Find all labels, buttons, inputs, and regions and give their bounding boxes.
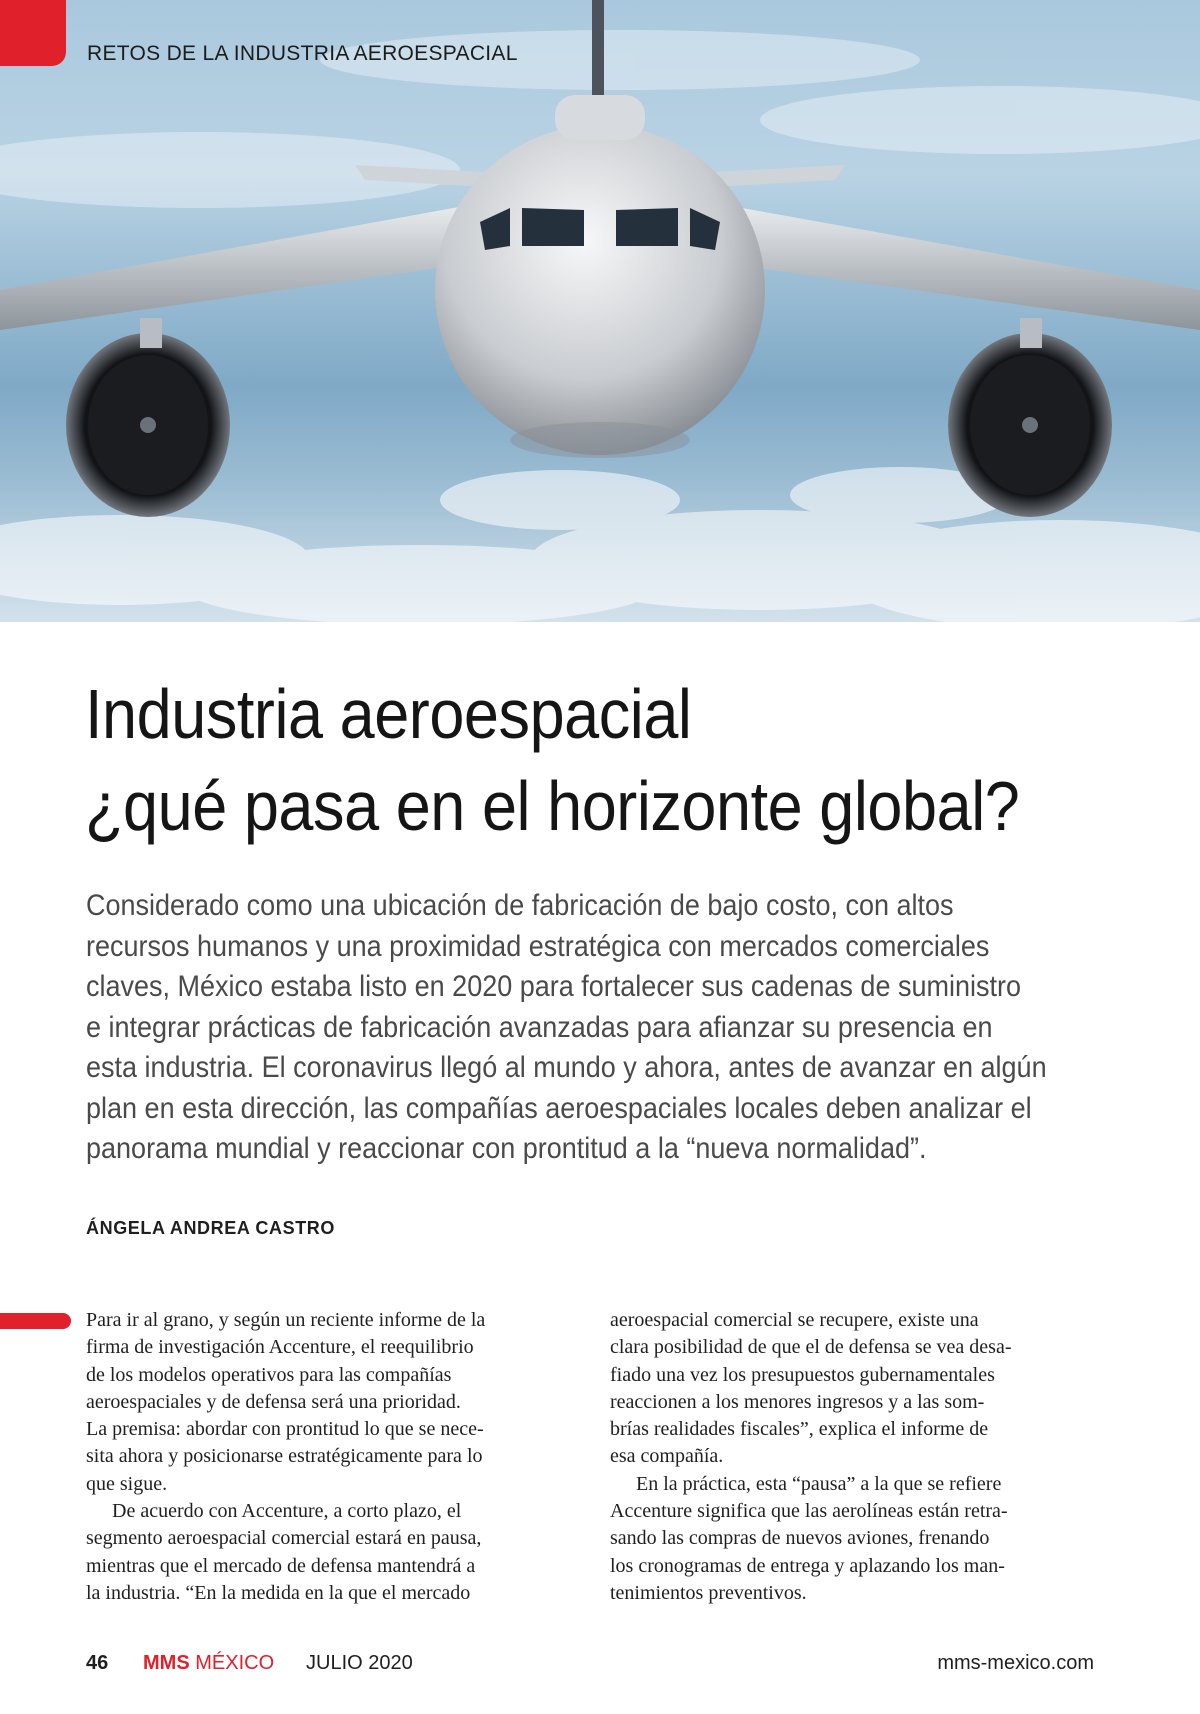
article-title — [85, 668, 1039, 852]
section-label: RETOS DE LA INDUSTRIA AEROESPACIAL — [87, 42, 518, 65]
body-line: que sigue. — [86, 1472, 168, 1495]
lede-line: esta industria. El coronavirus llegó al mundo y ahora, antes de avanzar en algún — [86, 1051, 1047, 1084]
body-line: La premisa: abordar con prontitud lo que se nece- — [86, 1418, 484, 1441]
body-column-left — [86, 1307, 586, 1607]
body-line: Accenture significa que las aerolíneas están retra- — [610, 1500, 1008, 1523]
body-line: aeroespaciales y de defensa será una prioridad. — [86, 1390, 461, 1413]
body-line: segmento aeroespacial comercial estará en pausa, — [86, 1527, 482, 1550]
body-column-right — [610, 1307, 1110, 1607]
body-line: Para ir al grano, y según un reciente informe de la — [86, 1309, 486, 1331]
body-line: mientras que el mercado de defensa mantendrá a — [86, 1554, 476, 1577]
body-line: los cronogramas de entrega y aplazando los man- — [610, 1554, 1005, 1577]
body-line: brías realidades fiscales”, explica el informe de — [610, 1418, 989, 1441]
body-line: de los modelos operativos para las compañías — [86, 1363, 452, 1386]
body-line: reaccionen a los menores ingresos y a las som- — [610, 1390, 985, 1413]
column-marker — [0, 1313, 71, 1329]
issue-date: JULIO 2020 — [306, 1652, 413, 1674]
magazine-brand — [143, 1652, 274, 1675]
body-line: clara posibilidad de que el de defensa se vea desa- — [610, 1336, 1012, 1359]
body-line: De acuerdo con Accenture, a corto plazo, el — [112, 1500, 462, 1523]
lede-line: Considerado como una ubicación de fabricación de bajo costo, con altos — [86, 889, 954, 922]
body-line: fiado una vez los presupuestos gubernamentales — [610, 1363, 995, 1386]
body-line: sita ahora y posicionarse estratégicamente para lo — [86, 1445, 483, 1468]
lede-line: plan en esta dirección, las compañías aeroespaciales locales deben analizar el — [86, 1091, 1032, 1125]
lede-line: recursos humanos y una proximidad estratégica con mercados comerciales — [86, 929, 990, 963]
brand-rest: MÉXICO — [189, 1652, 275, 1674]
author-byline: ÁNGELA ANDREA CASTRO — [86, 1218, 335, 1238]
website-link[interactable]: mms-mexico.com — [937, 1652, 1094, 1674]
body-line: aeroespacial comercial se recupere, existe una — [610, 1309, 979, 1331]
lede-line: claves, México estaba listo en 2020 para fortalecer sus cadenas de suministro — [86, 970, 1022, 1003]
body-line: sando las compras de nuevos aviones, frenando — [610, 1527, 990, 1550]
body-line: En la práctica, esta “pausa” a la que se refiere — [636, 1472, 1002, 1495]
page-number: 46 — [86, 1652, 109, 1674]
title-line: ¿qué pasa en el horizonte global? — [85, 767, 1020, 845]
corner-tab — [0, 0, 66, 66]
lede-line: e integrar prácticas de fabricación avanzadas para afianzar su presencia en — [86, 1010, 993, 1044]
airplane-photo-icon — [0, 0, 1200, 622]
hero-image — [0, 0, 1200, 622]
lede-line: panorama mundial y reaccionar con prontitud a la “nueva normalidad”. — [86, 1132, 927, 1165]
body-line: esa compañía. — [610, 1445, 724, 1468]
brand-bold: MMS — [143, 1652, 190, 1674]
body-line: tenimientos preventivos. — [610, 1581, 807, 1604]
article-lede — [86, 886, 1094, 1170]
body-line: firma de investigación Accenture, el reequilibrio — [86, 1336, 474, 1359]
body-line: la industria. “En la medida en la que el mercado — [86, 1581, 471, 1604]
title-line: Industria aeroespacial — [85, 675, 692, 753]
